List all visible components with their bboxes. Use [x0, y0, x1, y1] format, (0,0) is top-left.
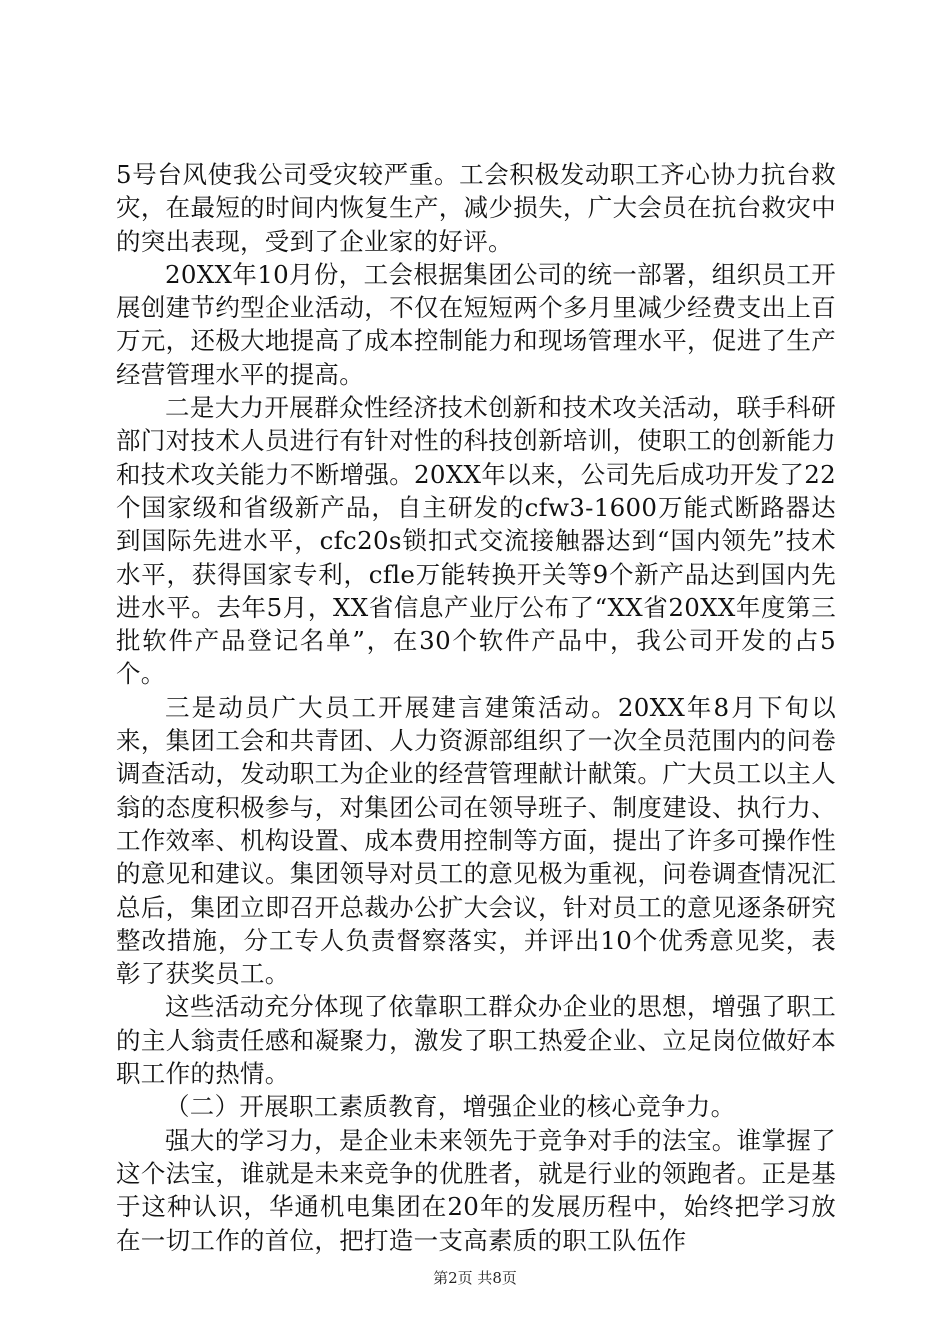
paragraph-2: 20XX年10月份，工会根据集团公司的统一部署，组织员工开展创建节约型企业活动，不仅在短短两个多月里减少经费支出上百万元，还极大地提高了成本控制能力和现场管理水平，促进了生产经营管理水平的提高。	[116, 259, 836, 389]
body-text	[116, 158, 836, 1257]
paragraph-6: 强大的学习力，是企业未来领先于竞争对手的法宝。谁掌握了这个法宝，谁就是未来竞争的优胜者，就是行业的领跑者。正是基于这种认识，华通机电集团在20年的发展历程中，始终把学习放在一切工作的首位，把打造一支高素质的职工队伍作	[116, 1125, 836, 1255]
paragraph-5: 这些活动充分体现了依靠职工群众办企业的思想，增强了职工的主人翁责任感和凝聚力，激发了职工热爱企业、立足岗位做好本职工作的热情。	[116, 992, 836, 1089]
section-heading: （二）开展职工素质教育，增强企业的核心竞争力。	[165, 1092, 736, 1122]
paragraph-4: 三是动员广大员工开展建言建策活动。20XX年8月下旬以来，集团工会和共青团、人力资源部组织了一次全员范围内的问卷调查活动，发动职工为企业的经营管理献计献策。广大员工以主人翁的态度积极参与，对集团公司在领导班子、制度建设、执行力、工作效率、机构设置、成本费用控制等方面，提出了许多可操作性的意见和建议。集团领导对员工的意见极为重视，问卷调查情况汇总后，集团立即召开总裁办公扩大会议，针对员工的意见逐条研究整改措施，分工专人负责督察落实，并评出10个优秀意见奖，表彰了获奖员工。	[116, 692, 836, 989]
paragraph-3: 二是大力开展群众性经济技术创新和技术攻关活动，联手科研部门对技术人员进行有针对性的科技创新培训，使职工的创新能力和技术攻关能力不断增强。20XX年以来，公司先后成功开发了22个国家级和省级新产品，自主研发的cfw3-1600万能式断路器达到国际先进水平，cfc20s锁扣式交流接触器达到“国内领先”技术水平，获得国家专利，cfle万能转换开关等9个新产品达到国内先进水平。去年5月，XX省信息产业厅公布了“XX省20XX年度第三批软件产品登记名单”，在30个软件产品中，我公司开发的占5个。	[116, 393, 836, 689]
page-number: 第2页 共8页	[433, 1269, 517, 1287]
paragraph-1: 5号台风使我公司受灾较严重。工会积极发动职工齐心协力抗台救灾，在最短的时间内恢复生产，减少损失，广大会员在抗台救灾中的突出表现，受到了企业家的好评。	[116, 160, 836, 256]
